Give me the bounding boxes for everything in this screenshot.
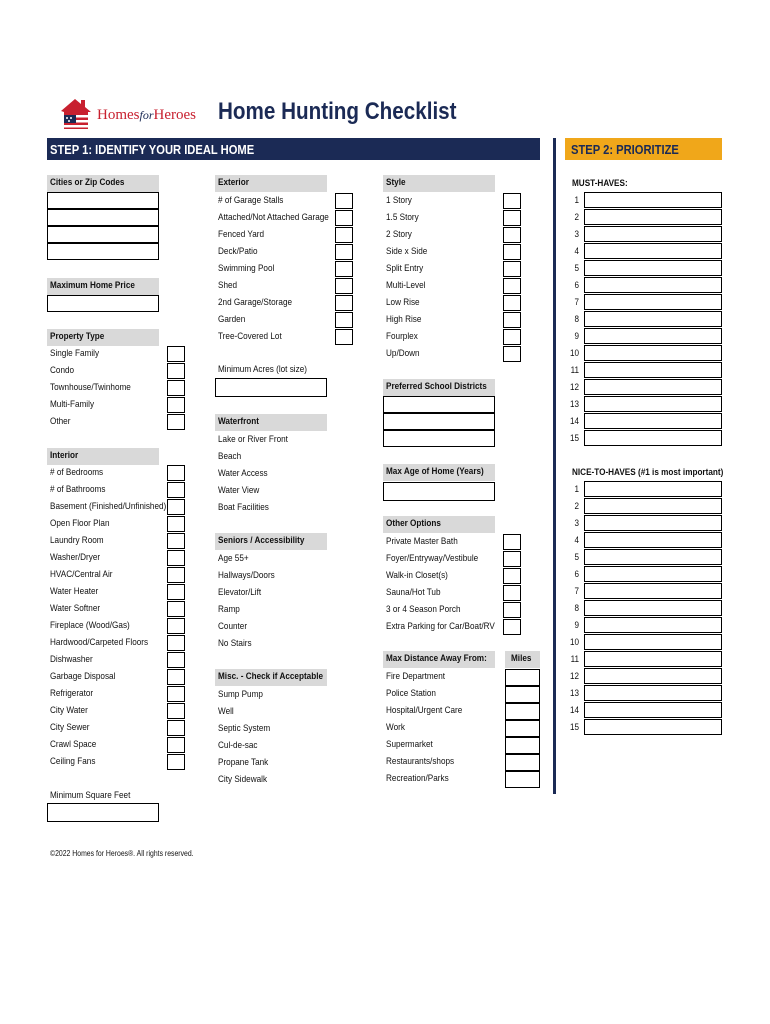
interior-item-3-label: Basement (Finished/Unfinished) <box>50 501 167 512</box>
other-options-label: Other Options <box>386 518 441 529</box>
interior-checkbox-3[interactable] <box>167 499 185 515</box>
nice-to-have-input-3[interactable] <box>584 515 722 531</box>
nice-to-have-number-5: 5 <box>574 552 579 562</box>
interior-item-17-label: Crawl Space <box>50 739 97 750</box>
seniors-item-1-label: Age 55+ <box>218 553 249 564</box>
waterfront-item-2-label: Beach <box>218 451 242 462</box>
style-checkbox-4[interactable] <box>503 244 521 260</box>
style-checkbox-10[interactable] <box>503 346 521 362</box>
style-label: Style <box>386 177 406 188</box>
schools-header <box>383 379 495 396</box>
waterfront-header <box>215 414 327 431</box>
max-price-header <box>47 278 159 295</box>
copyright: ©2022 Homes for Heroes®. All rights reserved. <box>50 849 194 858</box>
property-checkbox-2[interactable] <box>167 363 185 379</box>
nice-to-have-input-5[interactable] <box>584 549 722 565</box>
distance-miles-input-6[interactable] <box>505 754 540 771</box>
column-divider <box>553 138 556 794</box>
nice-to-have-input-1[interactable] <box>584 481 722 497</box>
exterior-item-2-label: Attached/Not Attached Garage <box>218 212 329 223</box>
must-have-input-4[interactable] <box>584 243 722 259</box>
step2-banner <box>565 138 722 160</box>
interior-item-18-label: Ceiling Fans <box>50 756 96 767</box>
must-have-number-13: 13 <box>569 399 579 409</box>
seniors-label: Seniors / Accessibility <box>218 535 305 546</box>
must-have-input-1[interactable] <box>584 192 722 208</box>
miles-label: Miles <box>511 653 532 664</box>
misc-header <box>215 669 327 686</box>
step1-label: STEP 1: IDENTIFY YOUR IDEAL HOME <box>50 142 255 157</box>
nice-to-have-number-9: 9 <box>574 620 579 630</box>
must-have-number-7: 7 <box>574 297 579 307</box>
other-option-checkbox-2[interactable] <box>503 551 521 567</box>
max-age-label: Max Age of Home (Years) <box>386 466 484 477</box>
other-option-checkbox-1[interactable] <box>503 534 521 550</box>
interior-item-5-label: Laundry Room <box>50 535 104 546</box>
must-have-input-2[interactable] <box>584 209 722 225</box>
other-options-header <box>383 516 495 533</box>
must-have-number-2: 2 <box>574 212 579 222</box>
property-item-4-label: Multi-Family <box>50 399 95 410</box>
interior-checkbox-14[interactable] <box>167 686 185 702</box>
interior-item-15-label: City Water <box>50 705 88 716</box>
exterior-checkbox-3[interactable] <box>335 227 353 243</box>
nice-to-have-number-10: 10 <box>569 637 579 647</box>
interior-item-10-label: Fireplace (Wood/Gas) <box>50 620 130 631</box>
nice-to-have-number-15: 15 <box>569 722 579 732</box>
other-option-item-4-label: Sauna/Hot Tub <box>386 587 441 598</box>
exterior-checkbox-7[interactable] <box>335 295 353 311</box>
nice-to-have-number-13: 13 <box>569 688 579 698</box>
misc-item-1-label: Sump Pump <box>218 689 263 700</box>
must-haves-label: MUST-HAVES: <box>572 178 628 189</box>
seniors-header <box>215 533 327 550</box>
min-sqft-label: Minimum Square Feet <box>50 790 131 801</box>
nice-to-have-number-1: 1 <box>574 484 579 494</box>
must-have-input-12[interactable] <box>584 379 722 395</box>
property-item-5-label: Other <box>50 416 71 427</box>
other-option-checkbox-3[interactable] <box>503 568 521 584</box>
seniors-item-5-label: Counter <box>218 621 248 632</box>
must-have-input-6[interactable] <box>584 277 722 293</box>
must-have-number-9: 9 <box>574 331 579 341</box>
style-item-5-label: Split Entry <box>386 263 424 274</box>
city-input-1[interactable] <box>47 192 159 209</box>
property-checkbox-4[interactable] <box>167 397 185 413</box>
style-checkbox-3[interactable] <box>503 227 521 243</box>
must-have-input-10[interactable] <box>584 345 722 361</box>
style-item-10-label: Up/Down <box>386 348 420 359</box>
style-item-2-label: 1.5 Story <box>386 212 419 223</box>
style-item-1-label: 1 Story <box>386 195 412 206</box>
other-option-checkbox-6[interactable] <box>503 619 521 635</box>
step1-banner <box>47 138 540 160</box>
style-checkbox-6[interactable] <box>503 278 521 294</box>
interior-label: Interior <box>50 450 79 461</box>
nice-to-have-input-2[interactable] <box>584 498 722 514</box>
distance-item-4-label: Work <box>386 722 405 733</box>
min-acres-label: Minimum Acres (lot size) <box>218 364 307 375</box>
seniors-item-3-label: Elevator/Lift <box>218 587 262 598</box>
property-checkbox-1[interactable] <box>167 346 185 362</box>
exterior-item-3-label: Fenced Yard <box>218 229 265 240</box>
property-item-3-label: Townhouse/Twinhome <box>50 382 131 393</box>
other-option-item-5-label: 3 or 4 Season Porch <box>386 604 461 615</box>
nice-to-haves-label: NICE-TO-HAVES (#1 is most important) <box>572 467 724 478</box>
exterior-checkbox-8[interactable] <box>335 312 353 328</box>
logo-text-for: for <box>139 108 154 122</box>
exterior-item-8-label: Garden <box>218 314 246 325</box>
logo <box>57 95 207 135</box>
must-have-number-5: 5 <box>574 263 579 273</box>
must-have-number-11: 11 <box>570 365 579 375</box>
distance-miles-input-5[interactable] <box>505 737 540 754</box>
must-have-number-6: 6 <box>574 280 579 290</box>
seniors-item-6-label: No Stairs <box>218 638 252 649</box>
other-option-checkbox-4[interactable] <box>503 585 521 601</box>
step2-label: STEP 2: PRIORITIZE <box>571 142 679 157</box>
distance-item-5-label: Supermarket <box>386 739 433 750</box>
style-item-6-label: Multi-Level <box>386 280 426 291</box>
nice-to-have-input-6[interactable] <box>584 566 722 582</box>
distance-miles-input-1[interactable] <box>505 669 540 686</box>
must-have-number-14: 14 <box>569 416 579 426</box>
waterfront-item-1-label: Lake or River Front <box>218 434 288 445</box>
interior-checkbox-2[interactable] <box>167 482 185 498</box>
interior-item-4-label: Open Floor Plan <box>50 518 110 529</box>
nice-to-have-input-10[interactable] <box>584 634 722 650</box>
interior-item-16-label: City Sewer <box>50 722 90 733</box>
exterior-label: Exterior <box>218 177 249 188</box>
style-checkbox-7[interactable] <box>503 295 521 311</box>
nice-to-have-number-12: 12 <box>569 671 579 681</box>
waterfront-item-5-label: Boat Facilities <box>218 502 269 513</box>
interior-checkbox-16[interactable] <box>167 720 185 736</box>
exterior-checkbox-5[interactable] <box>335 261 353 277</box>
nice-to-have-input-8[interactable] <box>584 600 722 616</box>
nice-to-have-number-11: 11 <box>570 654 579 664</box>
must-have-number-3: 3 <box>574 229 579 239</box>
distance-item-1-label: Fire Department <box>386 671 446 682</box>
nice-to-have-input-7[interactable] <box>584 583 722 599</box>
interior-item-12-label: Dishwasher <box>50 654 93 665</box>
other-option-checkbox-5[interactable] <box>503 602 521 618</box>
misc-item-3-label: Septic System <box>218 723 271 734</box>
waterfront-item-3-label: Water Access <box>218 468 268 479</box>
style-item-9-label: Fourplex <box>386 331 418 342</box>
nice-to-have-number-14: 14 <box>569 705 579 715</box>
nice-to-have-input-12[interactable] <box>584 668 722 684</box>
must-have-input-11[interactable] <box>584 362 722 378</box>
must-have-input-8[interactable] <box>584 311 722 327</box>
exterior-item-4-label: Deck/Patio <box>218 246 258 257</box>
interior-checkbox-11[interactable] <box>167 635 185 651</box>
style-checkbox-1[interactable] <box>503 193 521 209</box>
must-have-number-8: 8 <box>574 314 579 324</box>
must-have-number-1: 1 <box>574 195 579 205</box>
nice-to-have-number-4: 4 <box>574 535 579 545</box>
seniors-item-4-label: Ramp <box>218 604 240 615</box>
min-acres-input[interactable] <box>215 378 327 397</box>
exterior-checkbox-6[interactable] <box>335 278 353 294</box>
style-item-7-label: Low Rise <box>386 297 420 308</box>
property-item-2-label: Condo <box>50 365 75 376</box>
interior-item-6-label: Washer/Dryer <box>50 552 101 563</box>
miles-header <box>505 651 540 668</box>
misc-label: Misc. - Check if Acceptable <box>218 671 324 682</box>
must-have-number-15: 15 <box>569 433 579 443</box>
other-option-item-3-label: Walk-in Closet(s) <box>386 570 448 581</box>
distance-item-7-label: Recreation/Parks <box>386 773 449 784</box>
exterior-header <box>215 175 327 192</box>
interior-checkbox-9[interactable] <box>167 601 185 617</box>
interior-item-9-label: Water Softner <box>50 603 101 614</box>
city-input-2[interactable] <box>47 209 159 226</box>
interior-item-2-label: # of Bathrooms <box>50 484 106 495</box>
school-input-3[interactable] <box>383 430 495 447</box>
style-item-3-label: 2 Story <box>386 229 412 240</box>
nice-to-have-input-15[interactable] <box>584 719 722 735</box>
city-input-3[interactable] <box>47 226 159 243</box>
nice-to-have-number-3: 3 <box>574 518 579 528</box>
logo-house-flag-icon <box>57 95 95 133</box>
nice-to-have-number-6: 6 <box>574 569 579 579</box>
distance-miles-input-7[interactable] <box>505 771 540 788</box>
must-have-number-4: 4 <box>574 246 579 256</box>
exterior-item-5-label: Swimming Pool <box>218 263 275 274</box>
misc-item-5-label: Propane Tank <box>218 757 269 768</box>
max-age-header <box>383 464 495 481</box>
interior-header <box>47 448 159 465</box>
style-item-8-label: High Rise <box>386 314 422 325</box>
exterior-item-7-label: 2nd Garage/Storage <box>218 297 293 308</box>
exterior-checkbox-4[interactable] <box>335 244 353 260</box>
style-checkbox-9[interactable] <box>503 329 521 345</box>
distance-item-6-label: Restaurants/shops <box>386 756 455 767</box>
style-checkbox-2[interactable] <box>503 210 521 226</box>
distance-miles-input-2[interactable] <box>505 686 540 703</box>
seniors-item-2-label: Hallways/Doors <box>218 570 275 581</box>
exterior-checkbox-2[interactable] <box>335 210 353 226</box>
exterior-item-9-label: Tree-Covered Lot <box>218 331 282 342</box>
logo-text-homes: Homes <box>97 107 140 123</box>
distance-header <box>383 651 495 668</box>
interior-checkbox-4[interactable] <box>167 516 185 532</box>
exterior-item-6-label: Shed <box>218 280 238 291</box>
interior-checkbox-13[interactable] <box>167 669 185 685</box>
distance-miles-input-4[interactable] <box>505 720 540 737</box>
nice-to-have-input-11[interactable] <box>584 651 722 667</box>
interior-checkbox-10[interactable] <box>167 618 185 634</box>
distance-item-3-label: Hospital/Urgent Care <box>386 705 463 716</box>
nice-to-have-input-14[interactable] <box>584 702 722 718</box>
property-item-1-label: Single Family <box>50 348 100 359</box>
exterior-checkbox-1[interactable] <box>335 193 353 209</box>
other-option-item-2-label: Foyer/Entryway/Vestibule <box>386 553 479 564</box>
max-price-label: Maximum Home Price <box>50 280 135 291</box>
interior-item-14-label: Refrigerator <box>50 688 94 699</box>
logo-text-heroes: Heroes <box>153 107 196 123</box>
cities-header <box>47 175 159 192</box>
must-have-input-3[interactable] <box>584 226 722 242</box>
distance-miles-input-3[interactable] <box>505 703 540 720</box>
school-input-2[interactable] <box>383 413 495 430</box>
cities-label: Cities or Zip Codes <box>50 177 125 188</box>
min-sqft-input[interactable] <box>47 803 159 822</box>
other-option-item-1-label: Private Master Bath <box>386 536 458 547</box>
other-option-item-6-label: Extra Parking for Car/Boat/RV <box>386 621 495 632</box>
nice-to-have-input-9[interactable] <box>584 617 722 633</box>
style-checkbox-5[interactable] <box>503 261 521 277</box>
interior-checkbox-6[interactable] <box>167 550 185 566</box>
waterfront-item-4-label: Water View <box>218 485 260 496</box>
interior-checkbox-15[interactable] <box>167 703 185 719</box>
distance-label: Max Distance Away From: <box>386 653 487 664</box>
exterior-item-1-label: # of Garage Stalls <box>218 195 284 206</box>
must-have-number-10: 10 <box>569 348 579 358</box>
must-have-input-14[interactable] <box>584 413 722 429</box>
interior-item-13-label: Garbage Disposal <box>50 671 116 682</box>
school-input-1[interactable] <box>383 396 495 413</box>
distance-item-2-label: Police Station <box>386 688 436 699</box>
misc-item-2-label: Well <box>218 706 234 717</box>
schools-label: Preferred School Districts <box>386 381 487 392</box>
must-have-input-7[interactable] <box>584 294 722 310</box>
nice-to-have-number-7: 7 <box>574 586 579 596</box>
style-header <box>383 175 495 192</box>
nice-to-have-number-2: 2 <box>574 501 579 511</box>
must-have-input-13[interactable] <box>584 396 722 412</box>
style-checkbox-8[interactable] <box>503 312 521 328</box>
interior-checkbox-8[interactable] <box>167 584 185 600</box>
city-input-4[interactable] <box>47 243 159 260</box>
page-title: Home Hunting Checklist <box>218 98 457 125</box>
must-have-input-9[interactable] <box>584 328 722 344</box>
interior-checkbox-17[interactable] <box>167 737 185 753</box>
max-age-input[interactable] <box>383 482 495 501</box>
property-checkbox-5[interactable] <box>167 414 185 430</box>
interior-checkbox-12[interactable] <box>167 652 185 668</box>
misc-item-6-label: City Sidewalk <box>218 774 268 785</box>
property-type-label: Property Type <box>50 331 105 342</box>
must-have-number-12: 12 <box>569 382 579 392</box>
property-checkbox-3[interactable] <box>167 380 185 396</box>
misc-item-4-label: Cul-de-sac <box>218 740 258 751</box>
nice-to-have-input-4[interactable] <box>584 532 722 548</box>
interior-checkbox-1[interactable] <box>167 465 185 481</box>
max-price-input[interactable] <box>47 295 159 312</box>
interior-item-11-label: Hardwood/Carpeted Floors <box>50 637 149 648</box>
must-have-input-5[interactable] <box>584 260 722 276</box>
exterior-checkbox-9[interactable] <box>335 329 353 345</box>
nice-to-have-input-13[interactable] <box>584 685 722 701</box>
interior-item-7-label: HVAC/Central Air <box>50 569 113 580</box>
nice-to-have-number-8: 8 <box>574 603 579 613</box>
waterfront-label: Waterfront <box>218 416 259 427</box>
property-type-header <box>47 329 159 346</box>
interior-checkbox-5[interactable] <box>167 533 185 549</box>
interior-checkbox-7[interactable] <box>167 567 185 583</box>
style-item-4-label: Side x Side <box>386 246 428 257</box>
interior-item-8-label: Water Heater <box>50 586 99 597</box>
must-have-input-15[interactable] <box>584 430 722 446</box>
interior-item-1-label: # of Bedrooms <box>50 467 104 478</box>
interior-checkbox-18[interactable] <box>167 754 185 770</box>
